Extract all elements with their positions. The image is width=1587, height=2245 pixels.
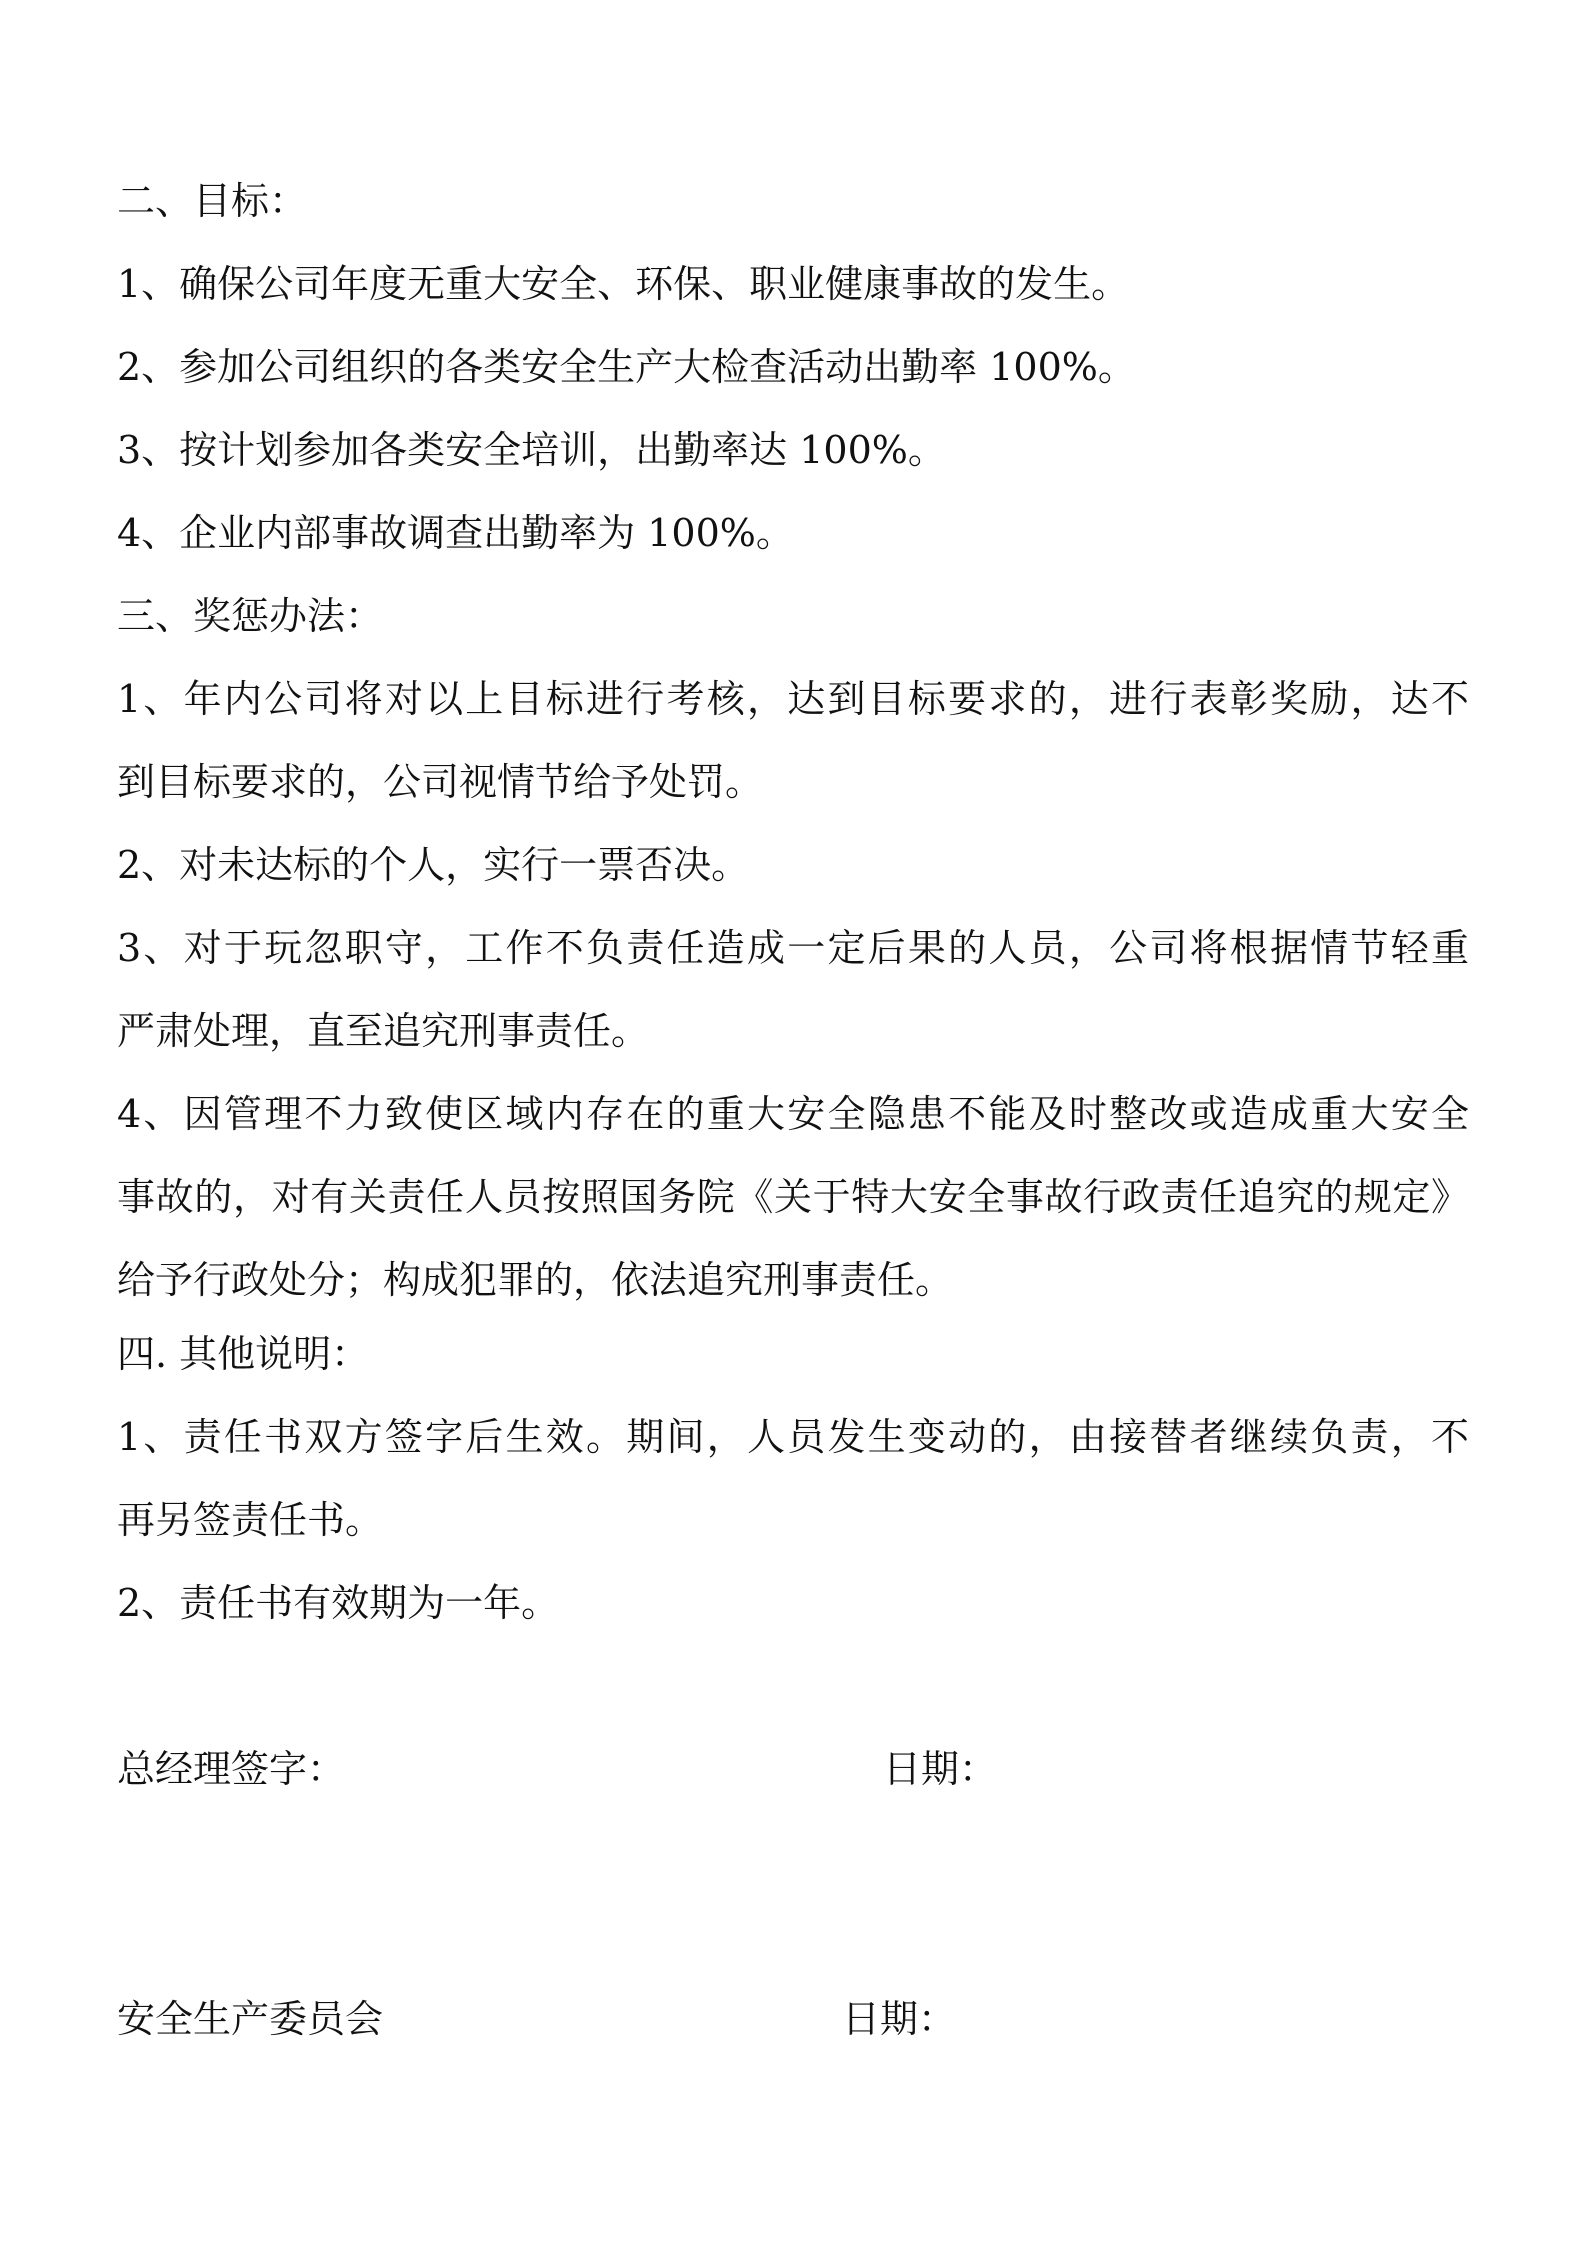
reward-item-4-line-2: 事故的，对有关责任人员按照国务院《关于特大安全事故行政责任追究的规定》 — [117, 1175, 1469, 1219]
gm-signature-label: 总经理签字： — [117, 1747, 346, 1791]
section-heading-other: 四. 其他说明： — [117, 1332, 370, 1376]
reward-item-1-line-2: 到目标要求的，公司视情节给予处罚。 — [117, 760, 764, 804]
section-heading-rewards: 三、奖惩办法： — [117, 594, 384, 638]
goal-item-3: 3、按计划参加各类安全培训，出勤率达 100%。 — [117, 428, 946, 472]
reward-item-3-line-1: 3、对于玩忽职守，工作不负责任造成一定后果的人员，公司将根据情节轻重 — [117, 926, 1469, 970]
section-heading-goals: 二、目标： — [117, 179, 308, 223]
reward-item-1-line-1: 1、年内公司将对以上目标进行考核，达到目标要求的，进行表彰奖励，达不 — [117, 677, 1469, 721]
committee-signature-label: 安全生产委员会 — [117, 1997, 384, 2041]
goal-item-1: 1、确保公司年度无重大安全、环保、职业健康事故的发生。 — [117, 262, 1130, 306]
goal-item-2: 2、参加公司组织的各类安全生产大检查活动出勤率 100%。 — [117, 345, 1136, 389]
other-item-1-line-1: 1、责任书双方签字后生效。期间，人员发生变动的，由接替者继续负责，不 — [117, 1415, 1469, 1459]
reward-item-2: 2、对未达标的个人，实行一票否决。 — [117, 843, 750, 887]
goal-item-4: 4、企业内部事故调查出勤率为 100%。 — [117, 511, 794, 555]
other-item-1-line-2: 再另签责任书。 — [117, 1498, 384, 1542]
reward-item-3-line-2: 严肃处理，直至追究刑事责任。 — [117, 1009, 650, 1053]
gm-date-label: 日期： — [883, 1747, 998, 1791]
other-item-2: 2、责任书有效期为一年。 — [117, 1581, 560, 1625]
reward-item-4-line-1: 4、因管理不力致使区域内存在的重大安全隐患不能及时整改或造成重大安全 — [117, 1092, 1469, 1136]
committee-date-label: 日期： — [842, 1997, 957, 2041]
reward-item-4-line-3: 给予行政处分；构成犯罪的，依法追究刑事责任。 — [117, 1258, 954, 1302]
